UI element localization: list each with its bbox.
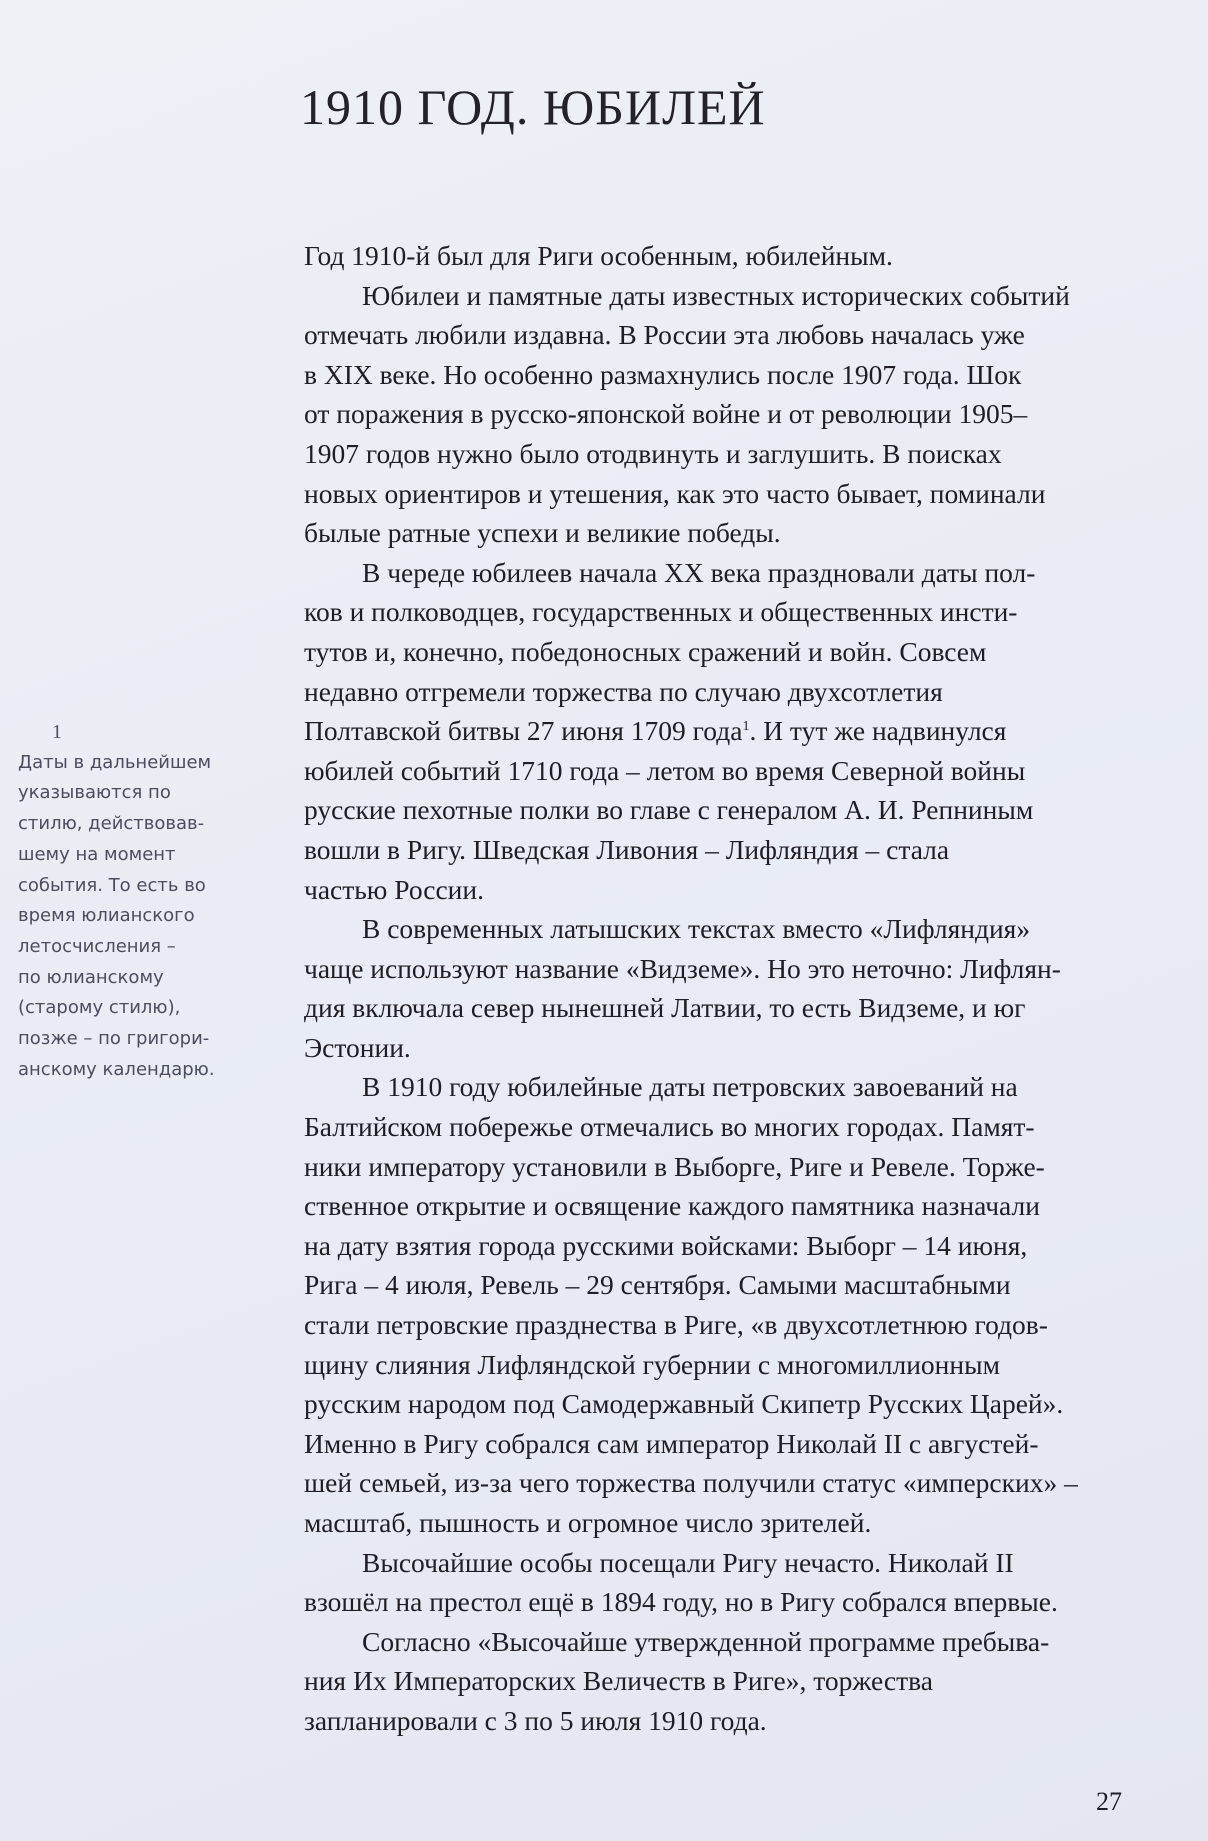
body-line: В череде юбилеев начала XX века праздновали даты пол- <box>362 556 1036 588</box>
body-line: частью России. <box>304 873 484 905</box>
body-line: в XIX веке. Но особенно размахнулись после 1907 года. Шок <box>304 358 1022 390</box>
body-line: русским народом под Самодержавный Скипетр Русских Царей». <box>304 1388 1064 1420</box>
body-line: от поражения в русско-японской войне и от революции 1905– <box>304 398 1028 430</box>
body-line: тутов и, конечно, победоносных сражений и войн. Совсем <box>304 635 987 667</box>
body-line: ков и полководцев, государственных и общественных инсти- <box>304 596 1018 628</box>
body-line: на дату взятия города русскими войсками: Выборг – 14 июня, <box>304 1229 1028 1261</box>
body-line: ственное открытие и освящение каждого памятника назначали <box>304 1190 1040 1222</box>
footnote-line: время юлианского <box>18 905 195 927</box>
body-line: Юбилеи и памятные даты известных исторических событий <box>362 279 1070 311</box>
chapter-title: 1910 ГОД. ЮБИЛЕЙ <box>300 79 766 135</box>
body-line: взошёл на престол ещё в 1894 году, но в Ригу собрался впервые. <box>304 1586 1058 1618</box>
body-line: В современных латышских текстах вместо «Лифляндия» <box>362 913 1031 945</box>
body-line: новых ориентиров и утешения, как это часто бывает, поминали <box>304 477 1046 509</box>
body-line: недавно отгремели торжества по случаю двухсотлетия <box>304 675 943 707</box>
body-line-text: . И тут же надвинулся <box>749 715 1007 747</box>
footnote-line: позже – по григори- <box>18 1028 210 1050</box>
body-text <box>304 236 1184 1741</box>
body-line: запланировали с 3 по 5 июля 1910 года. <box>304 1704 767 1736</box>
footnote-line: указываются по <box>18 782 171 804</box>
footnote-line: летосчисления – <box>18 935 176 957</box>
body-line: шей семьей, из-за чего торжества получили статус «имперских» – <box>304 1467 1078 1499</box>
footnote-line: (старому стилю), <box>18 997 181 1019</box>
page-number: 27 <box>1096 1787 1122 1816</box>
body-line: русские пехотные полки во главе с генералом А. И. Репниным <box>304 794 1034 826</box>
body-line: щину слияния Лифляндской губернии с многомиллионным <box>304 1348 1000 1380</box>
footnote <box>18 717 248 1085</box>
body-line: масштаб, пышность и огромное число зрителей. <box>304 1507 872 1538</box>
body-line: отмечать любили издавна. В России эта любовь началась уже <box>304 319 1025 351</box>
body-line: Эстонии. <box>304 1031 411 1063</box>
body-line: Согласно «Высочайше утвержденной программе пребыва- <box>362 1625 1050 1657</box>
body-line: дия включала север нынешней Латвии, то есть Видземе, и юг <box>304 992 1026 1024</box>
footnote-number: 1 <box>52 721 62 743</box>
body-line: чаще используют название «Видземе». Но это неточно: Лифлян- <box>304 952 1061 984</box>
footnote-line: Даты в дальнейшем <box>18 751 212 773</box>
footnote-line: анскому календарю. <box>18 1058 215 1080</box>
footnote-line: стилю, действовав- <box>18 813 205 835</box>
body-line-text: Полтавской битвы 27 июня 1709 года <box>304 715 743 747</box>
footnote-line: шему на момент <box>18 843 176 865</box>
body-line: В 1910 году юбилейные даты петровских завоеваний на <box>362 1071 1018 1103</box>
body-line: Именно в Ригу собрался сам император Николай II с августей- <box>304 1427 1039 1459</box>
body-line: былые ратные успехи и великие победы. <box>304 517 781 549</box>
body-line: юбилей событий 1710 года – летом во время Северной войны <box>304 754 1026 786</box>
body-line: 1907 годов нужно было отодвинуть и заглушить. В поисках <box>304 437 1002 469</box>
footnote-line: события. То есть во <box>18 874 206 896</box>
body-line: ния Их Императорских Величеств в Риге», торжества <box>304 1665 933 1697</box>
body-line: Высочайшие особы посещали Ригу нечасто. Николай II <box>362 1546 1014 1578</box>
body-line: стали петровские празднества в Риге, «в двухсотлетнюю годов- <box>304 1309 1048 1341</box>
body-line: Рига – 4 июля, Ревель – 29 сентября. Самыми масштабными <box>304 1269 1011 1301</box>
body-line: вошли в Ригу. Шведская Ливония – Лифляндия – стала <box>304 833 950 865</box>
body-line <box>304 711 1184 751</box>
footnote-reference[interactable]: 1 <box>742 718 750 734</box>
body-line: Балтийском побережье отмечались во многих городах. Памят- <box>304 1111 1035 1143</box>
body-line: ники императору установили в Выборге, Риге и Ревеле. Торже- <box>304 1150 1045 1182</box>
body-line: Год 1910-й был для Риги особенным, юбилейным. <box>304 240 893 271</box>
footnote-line: по юлианскому <box>18 966 164 988</box>
